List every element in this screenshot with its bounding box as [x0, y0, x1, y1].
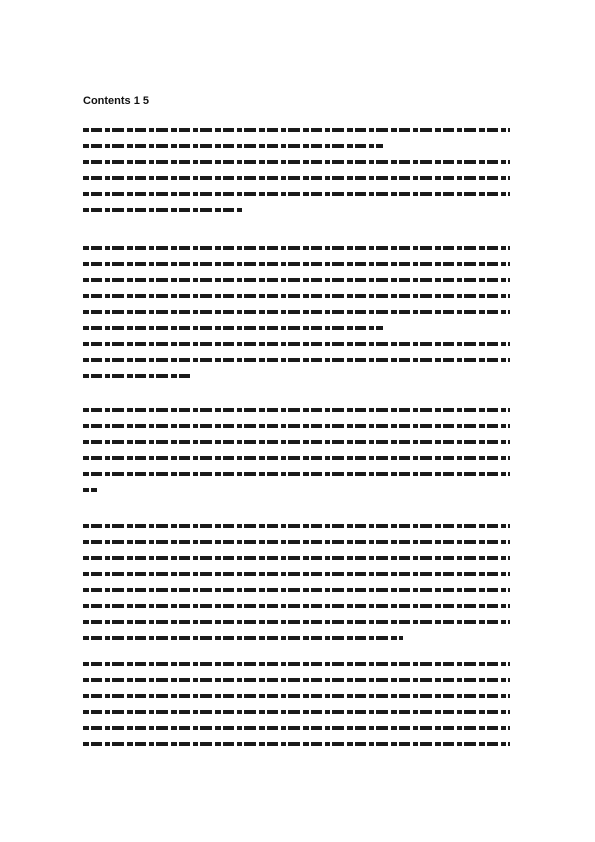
text-line — [83, 320, 383, 336]
text-line — [83, 704, 510, 720]
paragraph-4 — [83, 518, 510, 646]
text-line — [83, 418, 510, 434]
text-line — [83, 122, 510, 138]
text-line — [83, 566, 510, 582]
paragraph-1 — [83, 122, 510, 218]
text-line — [83, 304, 510, 320]
section-heading: Contents 1 5 — [83, 95, 150, 107]
text-line — [83, 186, 510, 202]
text-line — [83, 582, 510, 598]
text-line — [83, 736, 510, 752]
paragraph-5 — [83, 656, 510, 752]
text-line — [83, 630, 403, 646]
text-line — [83, 434, 510, 450]
text-line — [83, 614, 510, 630]
text-line — [83, 450, 510, 466]
text-line — [83, 202, 243, 218]
text-line — [83, 170, 510, 186]
text-line — [83, 240, 510, 256]
text-line — [83, 656, 510, 672]
text-line — [83, 138, 383, 154]
text-line — [83, 368, 193, 384]
text-line — [83, 402, 510, 418]
text-line — [83, 288, 510, 304]
text-line — [83, 154, 510, 170]
text-line — [83, 598, 510, 614]
text-line — [83, 672, 510, 688]
text-line — [83, 256, 510, 272]
text-line — [83, 482, 97, 498]
paragraph-2 — [83, 240, 510, 384]
text-line — [83, 688, 510, 704]
text-line — [83, 518, 510, 534]
text-line — [83, 336, 510, 352]
text-line — [83, 272, 510, 288]
text-line — [83, 466, 510, 482]
text-line — [83, 550, 510, 566]
text-line — [83, 534, 510, 550]
text-line — [83, 720, 510, 736]
text-line — [83, 352, 510, 368]
paragraph-3 — [83, 402, 510, 498]
